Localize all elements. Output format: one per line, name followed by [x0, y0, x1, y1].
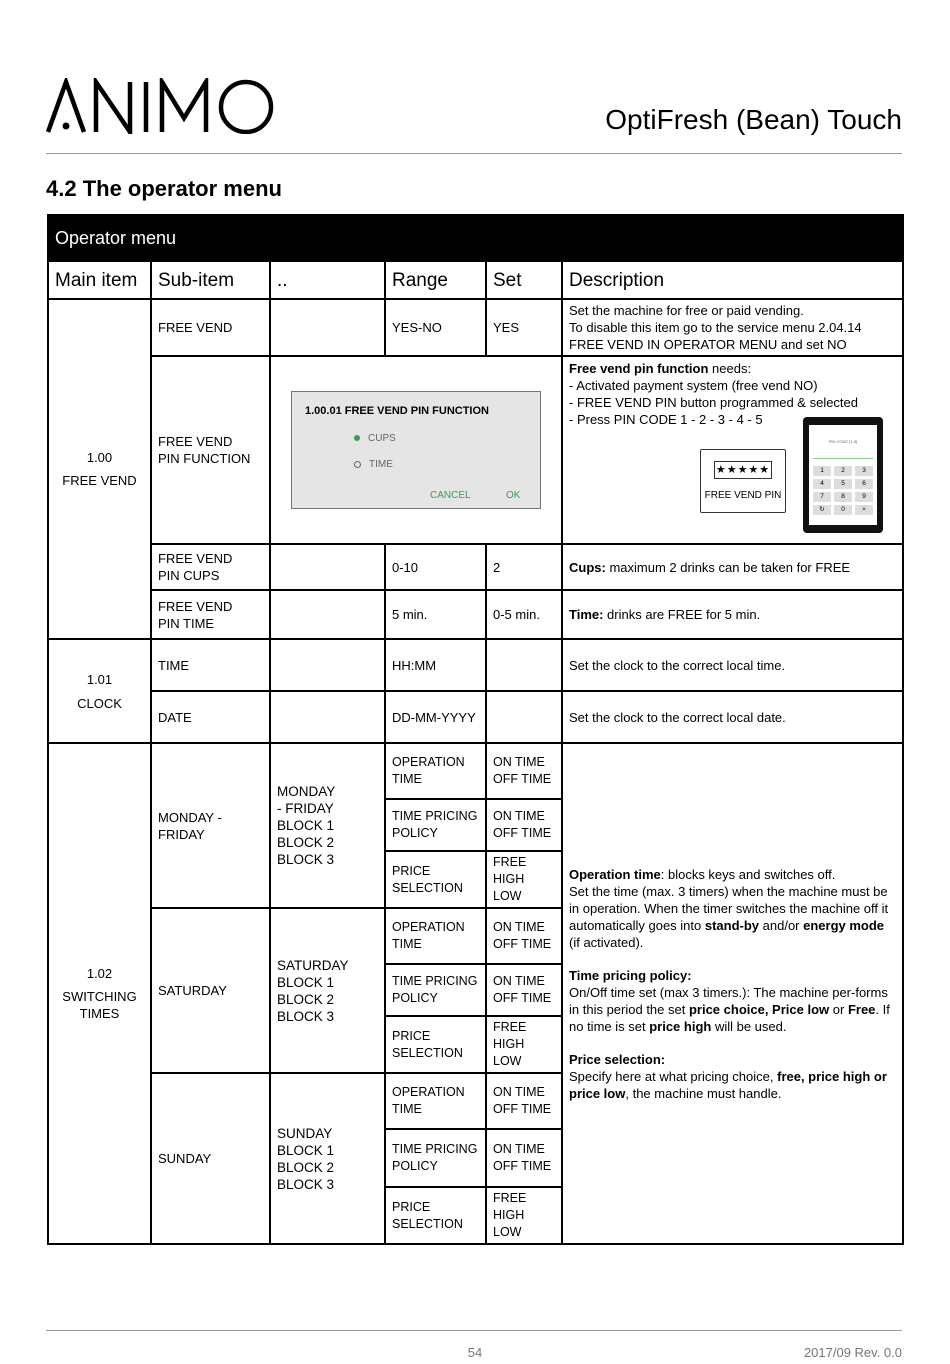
set-on-off-time: ON TIME OFF TIME	[486, 1129, 562, 1187]
sub-item: FREE VEND PIN TIME	[151, 590, 270, 639]
product-name: OptiFresh (Bean) Touch	[605, 104, 902, 135]
set-cell: YES	[486, 299, 562, 356]
col-main-item: Main item	[48, 261, 151, 299]
table-row	[48, 691, 903, 743]
table-row	[48, 356, 903, 544]
description-cell: Set the machine for free or paid vending. To disable this item go to the service menu 2.04.14 FREE VEND IN OPERATOR MENU and set NO	[562, 299, 903, 356]
range-time-pricing-policy: TIME PRICING POLICY	[385, 964, 486, 1016]
footer-divider	[46, 1330, 902, 1331]
option-time[interactable]: TIME	[354, 456, 393, 473]
sub-item: DATE	[151, 691, 270, 743]
description-cell: Cups: maximum 2 drinks can be taken for FREE	[562, 544, 903, 590]
header-divider	[46, 153, 902, 154]
col-range: Range	[385, 261, 486, 299]
screen-title: 1.00.01 FREE VEND PIN FUNCTION	[305, 405, 489, 417]
operator-menu-table	[47, 214, 904, 1245]
range-time-pricing-policy: TIME PRICING POLICY	[385, 1129, 486, 1187]
sub-item-sunday: SUNDAY	[151, 1073, 270, 1244]
table-row	[48, 590, 903, 639]
description-cell: Free vend pin function needs: - Activated payment system (free vend NO) - FREE VEND PIN button programmed & selected - Press PIN CODE 1 - 2 - 3 - 4 - 5 ★★★★★ FREE VEND PIN PIN CODE [1-5] 1 2 3 4 5 6 7 8 9 ↻ 0 ×	[562, 356, 903, 544]
set-on-off-time: ON TIME OFF TIME	[486, 743, 562, 799]
pin-function-screenshot-cell	[270, 356, 562, 544]
set-on-off-time: ON TIME OFF TIME	[486, 964, 562, 1016]
sub-item: FREE VEND PIN CUPS	[151, 544, 270, 590]
set-free-high-low: FREE HIGH LOW	[486, 1187, 562, 1244]
range-price-selection: PRICE SELECTION	[385, 1016, 486, 1073]
set-on-off-time: ON TIME OFF TIME	[486, 799, 562, 851]
col-sub-item: Sub-item	[151, 261, 270, 299]
table-caption: Operator menu	[48, 215, 903, 261]
main-item-free-vend: 1.00 FREE VEND	[48, 299, 151, 639]
description-cell: Set the clock to the correct local date.	[562, 691, 903, 743]
range-cell: YES-NO	[385, 299, 486, 356]
page-number: 54	[467, 1345, 483, 1360]
main-item-clock: 1.01 CLOCK	[48, 639, 151, 743]
set-free-high-low: FREE HIGH LOW	[486, 851, 562, 908]
sub-item-monday-friday: MONDAY - FRIDAY	[151, 743, 270, 908]
col-description: Description	[562, 261, 903, 299]
sub-item: FREE VEND PIN FUNCTION	[151, 356, 270, 544]
col-dots: ..	[270, 261, 385, 299]
ok-button[interactable]: OK	[506, 490, 521, 501]
description-cell: Set the clock to the correct local time.	[562, 639, 903, 691]
sub-item: TIME	[151, 639, 270, 691]
set-cell: 0-5 min.	[486, 590, 562, 639]
blocks-cell: SUNDAY BLOCK 1 BLOCK 2 BLOCK 3	[270, 1073, 385, 1244]
set-on-off-time: ON TIME OFF TIME	[486, 908, 562, 964]
sub-item-saturday: SATURDAY	[151, 908, 270, 1073]
col-set: Set	[486, 261, 562, 299]
sub-item: FREE VEND	[151, 299, 270, 356]
set-on-off-time: ON TIME OFF TIME	[486, 1073, 562, 1129]
section-title: 4.2 The operator menu	[46, 176, 282, 201]
pin-keypad-tablet: PIN CODE [1-5] 1 2 3 4 5 6 7 8 9 ↻ 0 ×	[803, 417, 883, 533]
revision-label: 2017/09 Rev. 0.0	[803, 1345, 902, 1360]
range-cell: 0-10	[385, 544, 486, 590]
switching-description-cell: Operation time: blocks keys and switches off. Set the time (max. 3 timers) when the machine must be in operation. When the timer switches the machine off it automatically goes into stand-by and/or energy mode (if activated). Time pricing policy: On/Off time set (max 3 timers.): The machine per-forms in this period the set price choice, Price low or Free. If no time is set price high will be used. Price selection: Specify here at what pricing choice, free, price high or price low, the machine must handle.	[562, 743, 903, 1244]
cancel-button[interactable]: CANCEL	[430, 490, 471, 501]
table-row	[48, 743, 903, 799]
blocks-cell: MONDAY - FRIDAY BLOCK 1 BLOCK 2 BLOCK 3	[270, 743, 385, 908]
range-time-pricing-policy: TIME PRICING POLICY	[385, 799, 486, 851]
range-cell: HH:MM	[385, 639, 486, 691]
table-row	[48, 639, 903, 691]
table-row	[48, 544, 903, 590]
free-vend-pin-button: ★★★★★ FREE VEND PIN	[700, 449, 786, 513]
animo-logo	[46, 78, 276, 134]
table-row	[48, 299, 903, 356]
option-cups[interactable]: CUPS	[354, 430, 396, 447]
range-operation-time: OPERATION TIME	[385, 1073, 486, 1129]
range-price-selection: PRICE SELECTION	[385, 851, 486, 908]
range-cell: DD-MM-YYYY	[385, 691, 486, 743]
blocks-cell: SATURDAY BLOCK 1 BLOCK 2 BLOCK 3	[270, 908, 385, 1073]
pin-function-screen	[291, 391, 541, 509]
range-operation-time: OPERATION TIME	[385, 743, 486, 799]
set-free-high-low: FREE HIGH LOW	[486, 1016, 562, 1073]
range-cell: 5 min.	[385, 590, 486, 639]
range-price-selection: PRICE SELECTION	[385, 1187, 486, 1244]
main-item-switching-times: 1.02 SWITCHING TIMES	[48, 743, 151, 1244]
description-cell: Time: drinks are FREE for 5 min.	[562, 590, 903, 639]
range-operation-time: OPERATION TIME	[385, 908, 486, 964]
set-cell: 2	[486, 544, 562, 590]
column-header-row	[48, 261, 903, 299]
